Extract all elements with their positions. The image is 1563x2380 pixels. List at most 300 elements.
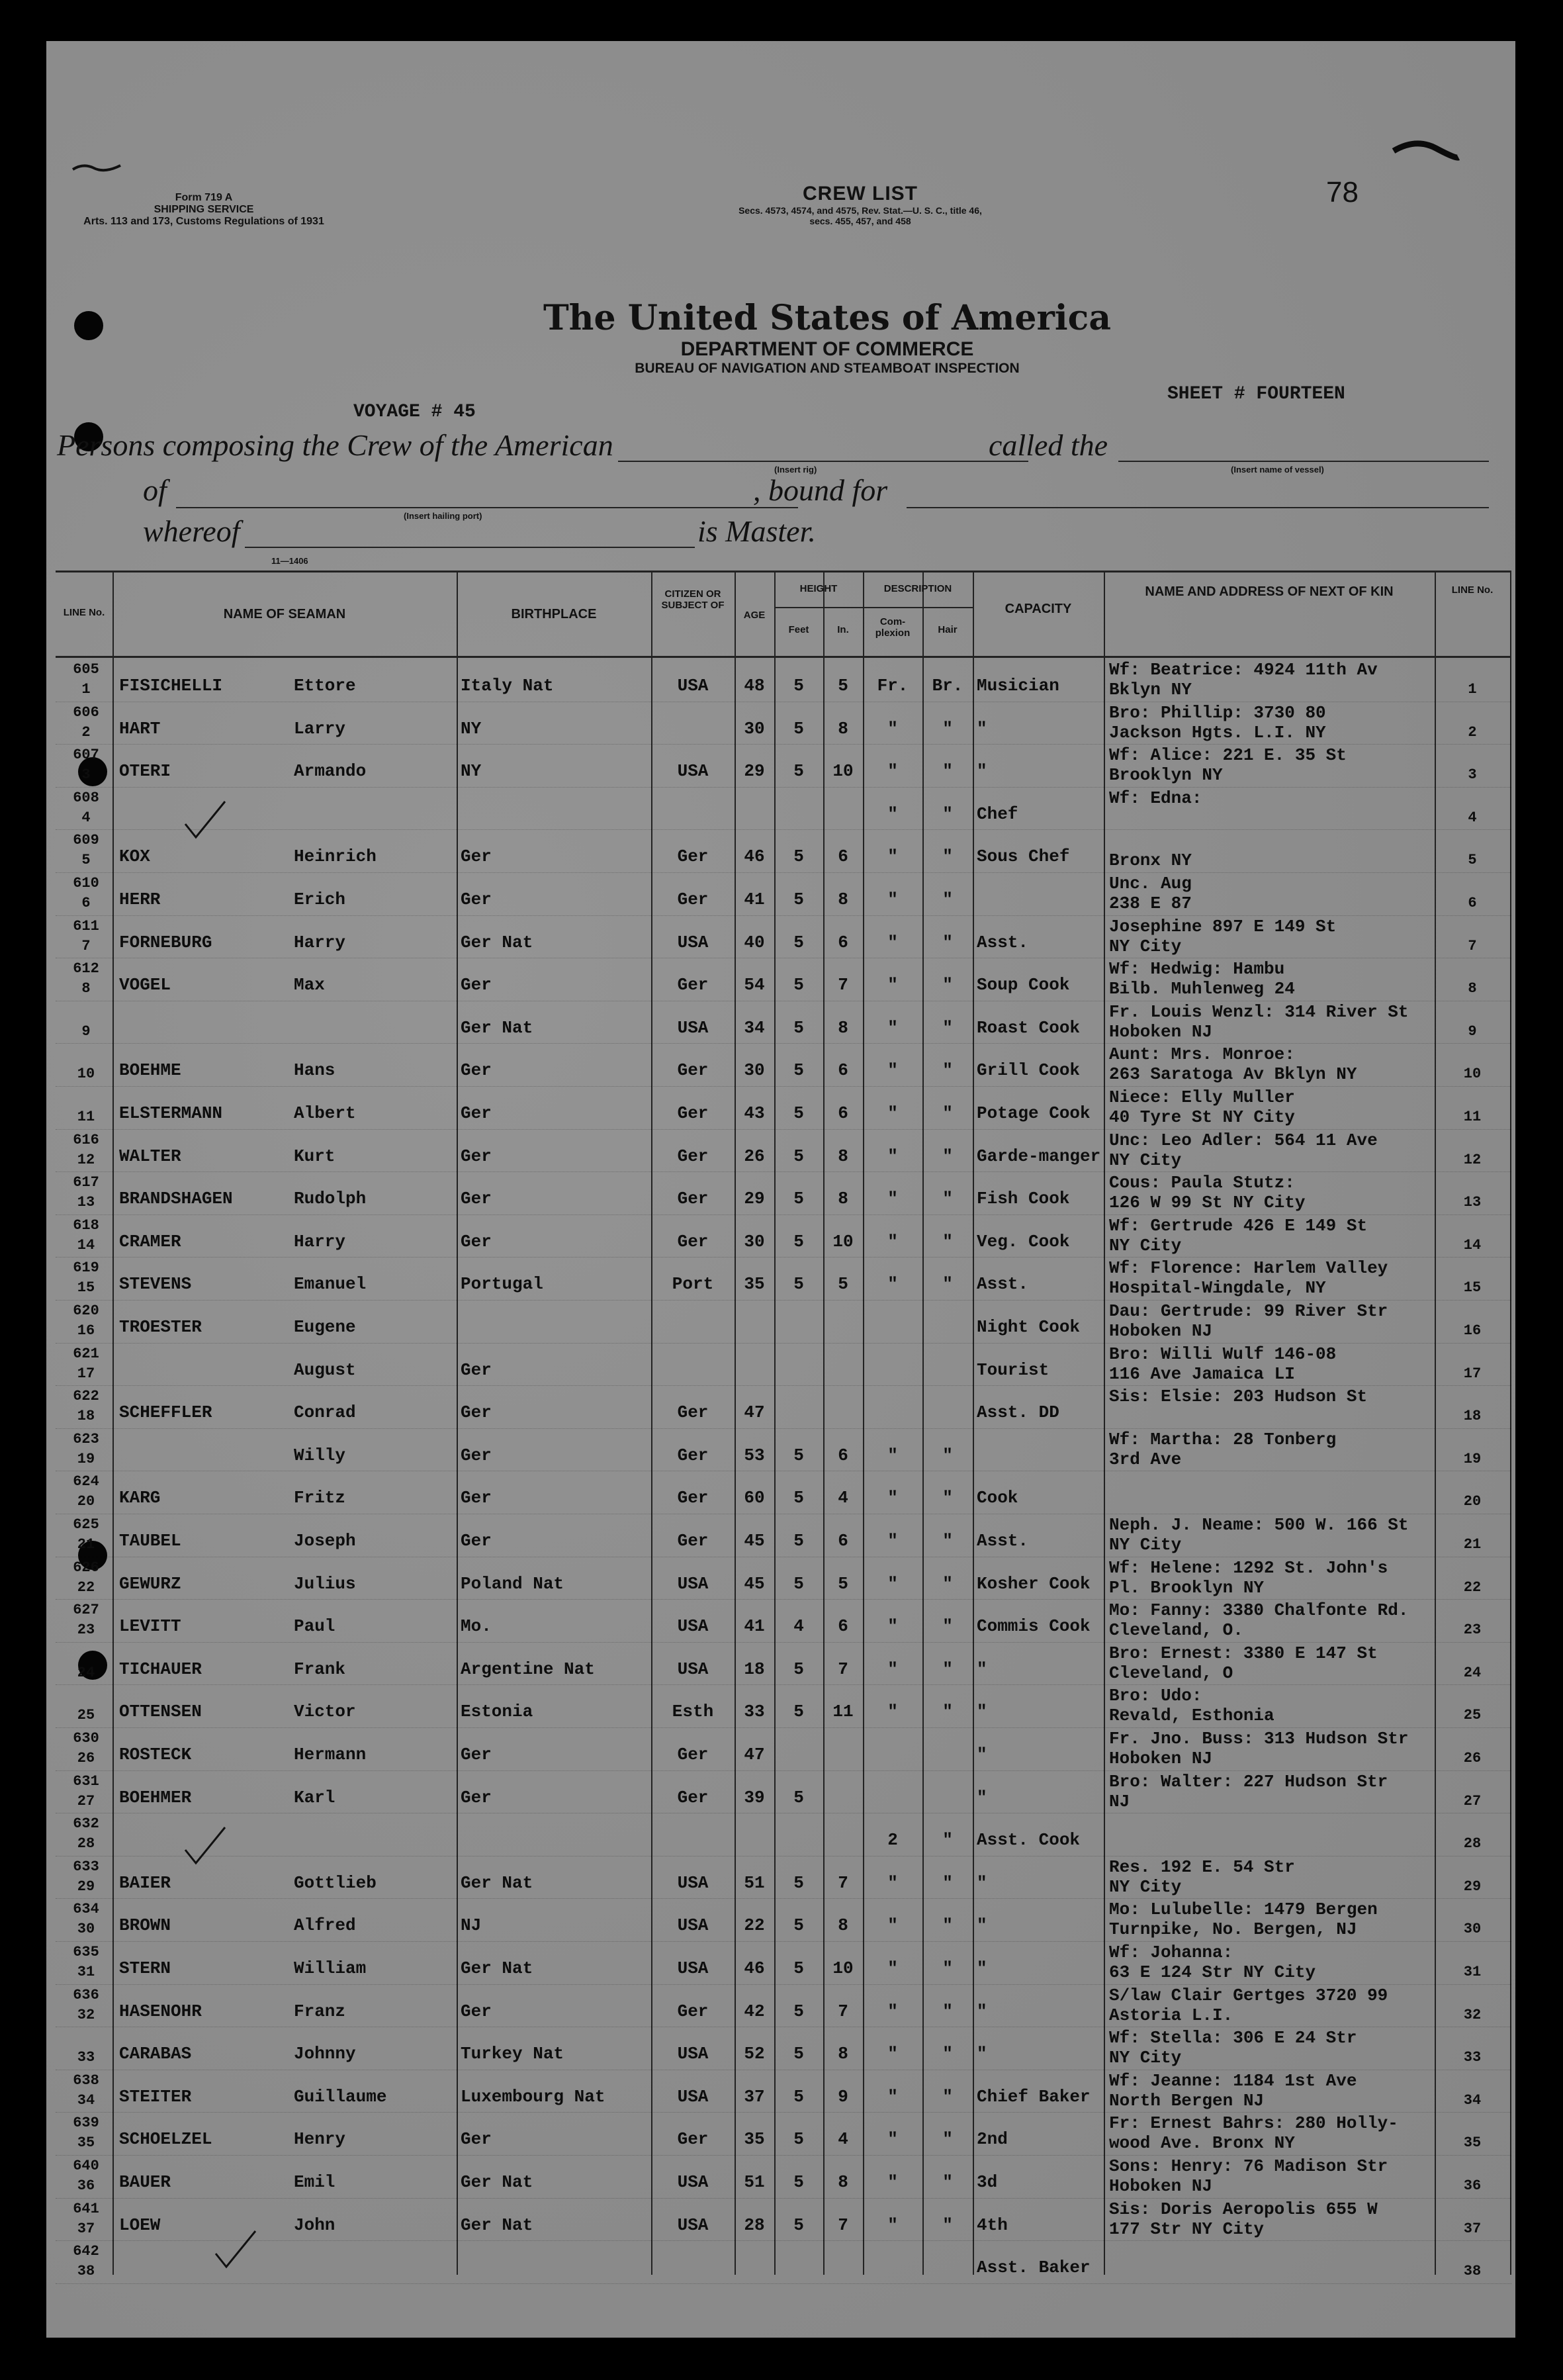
next-of-kin-name: Bro: Willi Wulf 146-08 (1109, 1344, 1337, 1364)
cell-capacity: Sous Chef (977, 847, 1070, 867)
line-number: 6 (81, 895, 91, 911)
cell-complexion: " (887, 1616, 898, 1637)
row-rule (56, 1428, 1511, 1429)
cell-citizen: Ger (677, 847, 709, 867)
cell-feet: 5 (793, 1189, 804, 1209)
next-of-kin-address: Bilb. Muhlenweg 24 (1109, 979, 1295, 999)
next-of-kin-address: Hospital-Wingdale, NY (1109, 1278, 1326, 1299)
serial-number: 636 (73, 1986, 99, 2003)
line-number: 1 (81, 681, 91, 698)
cell-feet: 5 (793, 676, 804, 696)
cell-inches: 6 (838, 1445, 848, 1465)
serial-number: 635 (73, 1944, 99, 1960)
cell-capacity: Tourist (977, 1359, 1049, 1380)
header-height: HEIGHT (799, 583, 838, 594)
cell-citizen: USA (677, 676, 709, 696)
cell-given: Frank (294, 1659, 346, 1679)
crew-list-document (46, 41, 1515, 2338)
cell-citizen: Ger (677, 1103, 709, 1123)
cell-capacity: Potage Cook (977, 1103, 1091, 1123)
next-of-kin-name: Wf: Jeanne: 1184 1st Ave (1109, 2070, 1357, 2091)
cell-age: 41 (744, 1616, 765, 1637)
cell-feet: 5 (793, 1103, 804, 1123)
next-of-kin-address: Hoboken NJ (1109, 2176, 1213, 2196)
cell-birthplace: Ger (461, 1745, 492, 1764)
line-number: 33 (77, 2049, 95, 2066)
cell-given: Harry (294, 1231, 346, 1252)
form-code: 11—1406 (271, 556, 308, 566)
next-of-kin-address: Brooklyn NY (1109, 765, 1223, 786)
cell-citizen: USA (677, 1958, 709, 1978)
cell-birthplace: Ger (461, 1359, 492, 1380)
row-rule (56, 872, 1511, 873)
line-number: 34 (77, 2091, 95, 2109)
next-of-kin-name: Bro: Ernest: 3380 E 147 St (1109, 1643, 1378, 1663)
cell-birthplace: Ger (461, 1445, 492, 1465)
cell-complexion: Fr. (877, 676, 909, 696)
next-of-kin-address: 126 W 99 St NY City (1109, 1193, 1306, 1213)
serial-number: 622 (73, 1388, 99, 1405)
line-number: 2 (81, 723, 91, 741)
cell-feet: 5 (793, 1958, 804, 1978)
row-rule (56, 2283, 1511, 2284)
cell-capacity: " (977, 761, 987, 782)
next-of-kin-address: Revald, Esthonia (1109, 1706, 1274, 1726)
cell-inches: 6 (838, 932, 848, 952)
next-of-kin-name: Bro: Walter: 227 Hudson Str (1109, 1771, 1388, 1792)
cell-capacity: 3d (977, 2172, 998, 2192)
cell-hair: " (942, 1017, 953, 1038)
cell-age: 45 (744, 1573, 765, 1594)
cell-inches: 4 (838, 2129, 848, 2150)
cell-capacity: " (977, 1958, 987, 1978)
line-number: 25 (77, 1707, 95, 1724)
line-number: 5 (81, 852, 91, 869)
line-number: 4 (81, 809, 91, 826)
next-of-kin-address: Cleveland, O (1109, 1663, 1233, 1683)
cell-birthplace: NY (461, 761, 482, 782)
cell-complexion: " (887, 1189, 898, 1209)
cell-hair: " (942, 2129, 953, 2150)
cell-hair: " (942, 1958, 953, 1978)
cell-hair: " (942, 1830, 953, 1851)
cell-inches: 8 (838, 2172, 848, 2192)
cell-complexion: " (887, 2129, 898, 2150)
cell-inches: 5 (838, 1274, 848, 1295)
cell-capacity: Roast Cook (977, 1017, 1081, 1038)
check-mark-icon (181, 1823, 228, 1870)
cell-inches: 6 (838, 1531, 848, 1551)
cell-hair: " (942, 2044, 953, 2064)
line-number: 18 (77, 1408, 95, 1425)
line-number: 29 (77, 1878, 95, 1895)
line-number-right: 37 (1463, 2220, 1482, 2237)
cell-age: 60 (744, 1488, 765, 1508)
cell-age: 39 (744, 1787, 765, 1808)
next-of-kin-address: Cleveland, O. (1109, 1620, 1243, 1641)
cell-citizen: USA (677, 1616, 709, 1637)
cell-surname: KOX (119, 847, 150, 867)
line-number: 9 (81, 1023, 91, 1040)
crew-list-title: CREW LIST (803, 183, 918, 205)
intro-bound: , bound for (753, 473, 888, 507)
cell-surname: CRAMER (119, 1231, 181, 1252)
cell-birthplace: Ger Nat (461, 2215, 533, 2235)
intro-called: called the (989, 428, 1108, 462)
cell-inches: 7 (838, 2215, 848, 2235)
cell-citizen: Ger (677, 1531, 709, 1551)
cell-capacity: Asst. Cook (977, 1830, 1081, 1851)
row-rule (56, 1043, 1511, 1044)
line-number: 7 (81, 937, 91, 954)
cell-birthplace: Ger (461, 2129, 492, 2150)
column-rule (1104, 572, 1105, 2275)
cell-birthplace: Ger (461, 847, 492, 867)
cell-capacity: " (977, 1915, 987, 1936)
cell-age: 37 (744, 2086, 765, 2107)
cell-feet: 5 (793, 1872, 804, 1893)
cell-hair: " (942, 2215, 953, 2235)
next-of-kin-name: Wf: Gertrude 426 E 149 St (1109, 1215, 1368, 1236)
cell-given: Karl (294, 1787, 335, 1808)
cell-given: Paul (294, 1616, 335, 1637)
cell-age: 29 (744, 761, 765, 782)
row-rule (56, 1727, 1511, 1728)
cell-age: 52 (744, 2044, 765, 2064)
cell-citizen: USA (677, 2044, 709, 2064)
cell-hair: " (942, 1702, 953, 1722)
cell-complexion: " (887, 1146, 898, 1166)
cell-citizen: Ger (677, 2129, 709, 2150)
port-blank (176, 507, 798, 508)
cell-inches: 7 (838, 975, 848, 995)
next-of-kin-name: Res. 192 E. 54 Str (1109, 1856, 1295, 1877)
cell-inches: 8 (838, 2044, 848, 2064)
cell-hair: " (942, 1659, 953, 1679)
cell-citizen: Ger (677, 2001, 709, 2021)
next-of-kin-address: wood Ave. Bronx NY (1109, 2133, 1295, 2154)
cell-birthplace: Luxembourg Nat (461, 2086, 605, 2107)
intro-line-1: Persons composing the Crew of the American (57, 428, 613, 462)
cell-inches: 7 (838, 1659, 848, 1679)
cell-complexion: " (887, 2044, 898, 2064)
cell-surname: WALTER (119, 1146, 181, 1166)
next-of-kin-name: Bro: Udo: (1109, 1686, 1202, 1706)
next-of-kin-address: 40 Tyre St NY City (1109, 1107, 1295, 1127)
cell-hair: " (942, 2001, 953, 2021)
line-number-right: 29 (1463, 1878, 1482, 1895)
header-line-no: LINE No. (63, 607, 105, 618)
insert-port-note: (Insert hailing port) (404, 511, 482, 521)
cell-hair: " (942, 1915, 953, 1936)
cell-capacity: Chief Baker (977, 2086, 1091, 2107)
line-number: 36 (77, 2177, 95, 2194)
next-of-kin-address: 3rd Ave (1109, 1449, 1182, 1469)
next-of-kin-address: 177 Str NY City (1109, 2219, 1265, 2239)
cell-given: Guillaume (294, 2086, 387, 2107)
cell-age: 28 (744, 2215, 765, 2235)
punch-hole (74, 311, 103, 340)
header-next-of-kin: NAME AND ADDRESS OF NEXT OF KIN (1145, 584, 1394, 599)
next-of-kin-name: Niece: Elly Muller (1109, 1087, 1295, 1107)
cell-feet: 5 (793, 1445, 804, 1465)
pen-mark-icon (1390, 131, 1462, 171)
row-rule (56, 2112, 1511, 2113)
cell-surname: LOEW (119, 2215, 161, 2235)
cell-complexion: " (887, 975, 898, 995)
line-number-right: 14 (1463, 1236, 1482, 1254)
next-of-kin-address: NY City (1109, 1535, 1182, 1555)
row-rule (56, 2155, 1511, 2156)
cell-inches: 6 (838, 847, 848, 867)
cell-complexion: " (887, 1274, 898, 1295)
cell-age: 33 (744, 1702, 765, 1722)
next-of-kin-name: Neph. J. Neame: 500 W. 166 St (1109, 1515, 1409, 1535)
cell-age: 47 (744, 1402, 765, 1423)
cell-complexion: " (887, 718, 898, 739)
line-number-right: 24 (1463, 1664, 1482, 1681)
cell-capacity: " (977, 1787, 987, 1808)
line-number: 35 (77, 2134, 95, 2152)
cell-given: Alfred (294, 1915, 356, 1936)
line-number-right: 31 (1463, 1964, 1482, 1980)
cell-feet: 5 (793, 2001, 804, 2021)
line-number: 38 (77, 2263, 95, 2280)
cell-birthplace: NY (461, 718, 482, 739)
cell-hair: " (942, 718, 953, 739)
cell-citizen: Ger (677, 1488, 709, 1508)
cell-complexion: " (887, 1573, 898, 1594)
page-mark: 78 (1326, 176, 1359, 208)
serial-number: 616 (73, 1131, 99, 1148)
cell-surname: TAUBEL (119, 1531, 181, 1551)
cell-age: 48 (744, 676, 765, 696)
line-number: 28 (77, 1835, 95, 1853)
cell-surname: SCHEFFLER (119, 1402, 212, 1423)
cell-given: Heinrich (294, 847, 377, 867)
insert-vessel-note: (Insert name of vessel) (1231, 465, 1324, 475)
line-number: 17 (77, 1365, 95, 1382)
cell-citizen: Ger (677, 1745, 709, 1764)
cell-complexion: " (887, 1531, 898, 1551)
cell-capacity: 2nd (977, 2129, 1008, 2150)
cell-age: 45 (744, 1531, 765, 1551)
cell-feet: 5 (793, 2215, 804, 2235)
cell-birthplace: Poland Nat (461, 1573, 564, 1594)
cell-inches: 9 (838, 2086, 848, 2107)
serial-number: 619 (73, 1259, 99, 1277)
cell-given: August (294, 1359, 356, 1380)
cell-feet: 5 (793, 890, 804, 909)
header-name: NAME OF SEAMAN (223, 607, 346, 621)
cell-hair: " (942, 975, 953, 995)
cell-feet: 5 (793, 1146, 804, 1166)
cell-capacity: Night Cook (977, 1317, 1081, 1337)
row-rule (56, 1898, 1511, 1899)
line-number-right: 3 (1468, 766, 1477, 784)
serial-number: 638 (73, 2072, 99, 2089)
cell-birthplace: Mo. (461, 1616, 492, 1637)
serial-number: 606 (73, 704, 99, 721)
rig-blank (618, 461, 1028, 462)
cell-given: Gottlieb (294, 1872, 377, 1893)
line-number-right: 27 (1463, 1792, 1482, 1809)
cell-complexion: 2 (887, 1830, 898, 1851)
next-of-kin-address: NY City (1109, 1876, 1182, 1897)
column-rule (1510, 572, 1511, 2275)
cell-hair: " (942, 1531, 953, 1551)
cell-surname: SCHOELZEL (119, 2129, 212, 2150)
cell-feet: 5 (793, 932, 804, 952)
next-of-kin-address: North Bergen NJ (1109, 2090, 1265, 2111)
line-number-right: 16 (1463, 1322, 1482, 1339)
cell-inches: 11 (832, 1702, 854, 1722)
next-of-kin-name: Aunt: Mrs. Monroe: (1109, 1044, 1295, 1065)
next-of-kin-address: NY City (1109, 936, 1182, 956)
cell-given: Erich (294, 890, 346, 909)
next-of-kin-name: Wf: Edna: (1109, 788, 1202, 808)
cell-age: 46 (744, 847, 765, 867)
row-rule (56, 1171, 1511, 1172)
cell-capacity: " (977, 2001, 987, 2021)
cell-inches: 6 (838, 1616, 848, 1637)
cell-citizen: Ger (677, 1445, 709, 1465)
cell-hair: " (942, 1274, 953, 1295)
serial-number: 618 (73, 1216, 99, 1234)
cell-feet: 5 (793, 761, 804, 782)
cell-complexion: " (887, 2001, 898, 2021)
line-number-right: 8 (1468, 980, 1477, 997)
country-title: The United States of America (543, 298, 1112, 338)
cell-surname: TICHAUER (119, 1659, 202, 1679)
cell-citizen: USA (677, 1915, 709, 1936)
crew-list-header (615, 183, 1105, 226)
cell-citizen: Ger (677, 1146, 709, 1166)
next-of-kin-address: Turnpike, No. Bergen, NJ (1109, 1919, 1357, 1940)
cell-inches: 8 (838, 1146, 848, 1166)
cell-birthplace: Ger (461, 1531, 492, 1551)
cell-age: 35 (744, 2129, 765, 2150)
cell-capacity: " (977, 1702, 987, 1722)
statute-line: Secs. 4573, 4574, and 4575, Rev. Stat.—U. S. C., title 46, (738, 205, 982, 216)
line-number-right: 10 (1463, 1066, 1482, 1083)
check-mark-icon (212, 2227, 258, 2273)
cell-citizen: Esth (672, 1702, 714, 1722)
line-number-right: 23 (1463, 1622, 1482, 1639)
cell-birthplace: Ger Nat (461, 932, 533, 952)
next-of-kin-address: Hoboken NJ (1109, 1321, 1213, 1341)
serial-number: 609 (73, 832, 99, 849)
cell-surname: BAIER (119, 1872, 171, 1893)
row-rule (56, 1214, 1511, 1215)
cell-surname: HERR (119, 890, 161, 909)
cell-capacity: Asst. (977, 1274, 1029, 1295)
cell-complexion: " (887, 847, 898, 867)
next-of-kin-name: Wf: Johanna: (1109, 1943, 1233, 1962)
line-number-right: 25 (1463, 1707, 1482, 1724)
header-age: AGE (743, 610, 766, 621)
cell-birthplace: Turkey Nat (461, 2044, 564, 2064)
cell-given: Ettore (294, 676, 356, 696)
line-number: 24 (77, 1664, 95, 1681)
header-inches: In. (837, 624, 849, 635)
cell-surname: BOEHMER (119, 1787, 192, 1808)
cell-hair: " (942, 1146, 953, 1166)
cell-capacity: Musician (977, 676, 1059, 696)
cell-capacity: Fish Cook (977, 1189, 1070, 1209)
cell-hair: " (942, 1060, 953, 1081)
line-number-right: 32 (1463, 2006, 1482, 2023)
cell-given: Fritz (294, 1488, 346, 1508)
row-rule (56, 1385, 1511, 1386)
next-of-kin-address: Bklyn NY (1109, 680, 1192, 700)
cell-complexion: " (887, 1659, 898, 1679)
cell-complexion: " (887, 1103, 898, 1123)
cell-given: Eugene (294, 1317, 356, 1337)
cell-capacity: Commis Cook (977, 1616, 1091, 1637)
cell-birthplace: Ger (461, 1402, 492, 1423)
line-number-right: 38 (1463, 2263, 1482, 2280)
cell-capacity: Asst. (977, 1531, 1029, 1551)
cell-citizen: Ger (677, 1787, 709, 1808)
next-of-kin-name: S/law Clair Gertges 3720 99 (1109, 1985, 1388, 2005)
bureau-title: BUREAU OF NAVIGATION AND STEAMBOAT INSPECTION (635, 361, 1020, 376)
row-rule (56, 787, 1511, 788)
next-of-kin-name: Fr. Jno. Buss: 313 Hudson Str (1109, 1729, 1409, 1749)
cell-birthplace: Ger Nat (461, 1958, 533, 1978)
line-number-right: 33 (1463, 2049, 1482, 2066)
header-rule (863, 607, 973, 608)
line-number: 15 (77, 1279, 95, 1297)
cell-age: 53 (744, 1445, 765, 1465)
line-number-right: 4 (1468, 809, 1477, 826)
cell-feet: 5 (793, 2172, 804, 2192)
next-of-kin-name: Fr. Louis Wenzl: 314 River St (1109, 1001, 1409, 1022)
cell-feet: 5 (793, 1060, 804, 1081)
cell-capacity: " (977, 718, 987, 739)
line-number: 3 (81, 766, 91, 784)
cell-inches: 5 (838, 676, 848, 696)
line-number-right: 20 (1463, 1493, 1482, 1510)
line-number-right: 22 (1463, 1579, 1482, 1596)
cell-hair: " (942, 2086, 953, 2107)
line-number: 8 (81, 980, 91, 997)
cell-given: Max (294, 975, 325, 995)
cell-birthplace: Ger (461, 2001, 492, 2021)
line-number: 13 (77, 1194, 95, 1211)
statute-line: secs. 455, 457, and 458 (809, 216, 911, 226)
cell-feet: 5 (793, 1787, 804, 1808)
next-of-kin-address: Hoboken NJ (1109, 1749, 1213, 1768)
cell-given: Willy (294, 1445, 346, 1465)
next-of-kin-name: Wf: Hedwig: Hambu (1109, 959, 1285, 980)
cell-capacity: Veg. Cook (977, 1231, 1070, 1252)
cell-birthplace: Ger (461, 975, 492, 995)
cell-age: 47 (744, 1745, 765, 1764)
header-birthplace: BIRTHPLACE (511, 607, 597, 621)
row-rule (56, 1086, 1511, 1087)
next-of-kin-name: Unc. Aug (1109, 874, 1192, 893)
next-of-kin-name: Sis: Doris Aeropolis 655 W (1109, 2199, 1378, 2219)
line-number: 21 (77, 1536, 95, 1553)
line-number-right: 9 (1468, 1023, 1477, 1040)
cell-birthplace: Ger (461, 890, 492, 909)
row-rule (56, 1599, 1511, 1600)
cell-complexion: " (887, 1488, 898, 1508)
cell-citizen: Ger (677, 1189, 709, 1209)
cell-citizen: USA (677, 2086, 709, 2107)
line-number-right: 12 (1463, 1151, 1482, 1168)
